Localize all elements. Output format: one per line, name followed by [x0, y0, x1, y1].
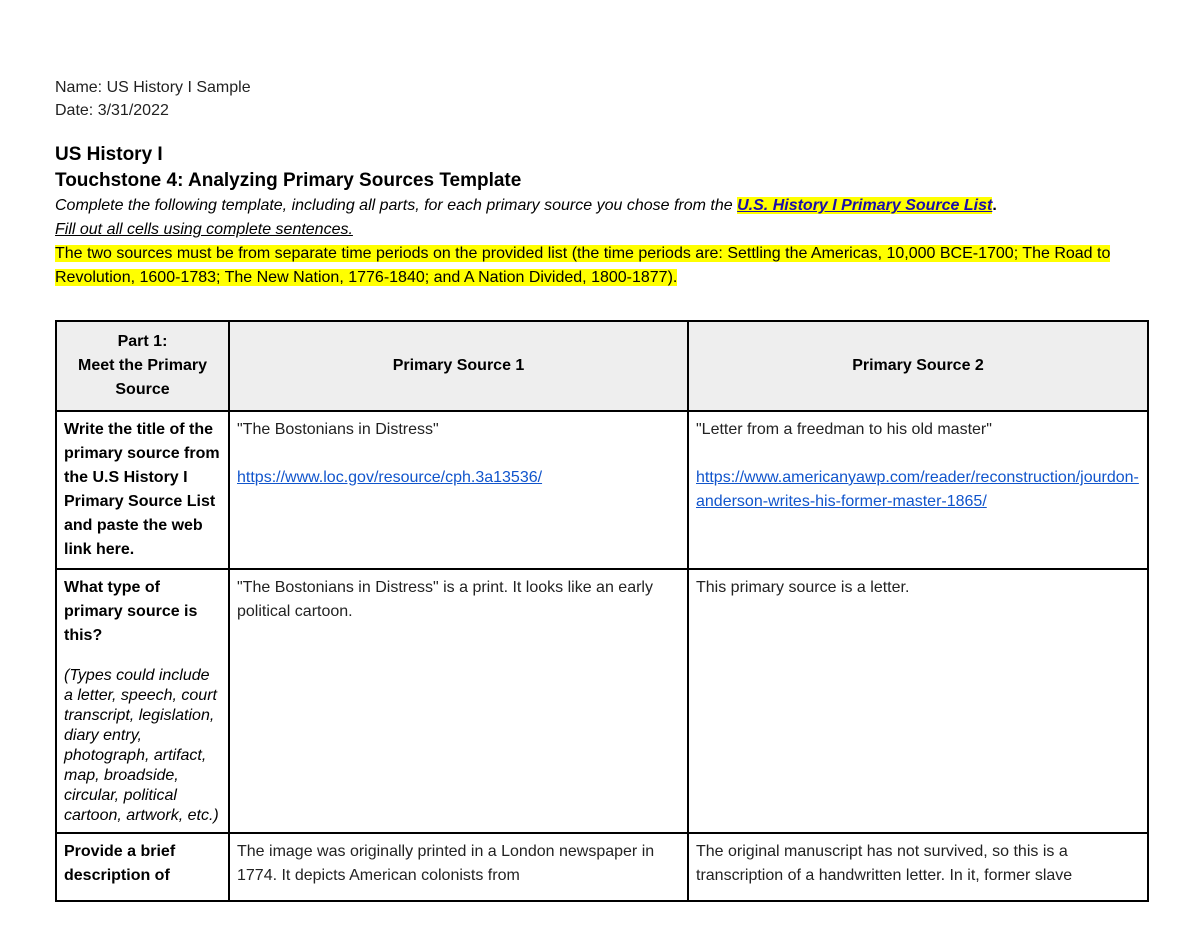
- header-part-1: [56, 321, 229, 411]
- source-2-type: This primary source is a letter.: [696, 579, 910, 596]
- header-primary-source-2: Primary Source 2: [688, 321, 1148, 411]
- source-2-title-cell[interactable]: [688, 411, 1148, 569]
- row-label-text: Provide a brief description of: [64, 843, 176, 884]
- table-row: [56, 569, 1148, 833]
- table-row: [56, 411, 1148, 569]
- document-page: [55, 76, 1147, 290]
- source-2-description: The original manuscript has not survived, so this is a transcription of a handwritten letter. In it, former slave: [696, 843, 1073, 884]
- primary-source-table: [55, 320, 1149, 902]
- row-label-title-link: [56, 411, 229, 569]
- complete-sentences-note: Fill out all cells using complete sentences.: [55, 221, 353, 238]
- table-row: [56, 833, 1148, 901]
- source-1-title: "The Bostonians in Distress": [237, 421, 439, 438]
- assignment-title: Touchstone 4: Analyzing Primary Sources Template: [55, 170, 522, 191]
- time-period-note: [55, 242, 1147, 290]
- source-1-type: "The Bostonians in Distress" is a print. It looks like an early political cartoon.: [237, 579, 653, 620]
- instructions-line-2: [55, 218, 1147, 242]
- table-header-row: [56, 321, 1148, 411]
- source-2-description-cell[interactable]: [688, 833, 1148, 901]
- header-primary-source-1: Primary Source 1: [229, 321, 688, 411]
- instructions-line-1: [55, 194, 1147, 218]
- instructions-suffix: .: [992, 197, 997, 214]
- source-2-link[interactable]: https://www.americanyawp.com/reader/reconstruction/jourdon-anderson-writes-his-former-master-1865/: [696, 469, 1139, 510]
- row-label-source-type: [56, 569, 229, 833]
- instructions-prefix: Complete the following template, including all parts, for each primary source you chose from the: [55, 197, 733, 214]
- row-label-note: (Types could include a letter, speech, court transcript, legislation, diary entry, photograph, artifact, map, broadside, circular, political cartoon, artwork, etc.): [64, 667, 219, 824]
- source-1-title-cell[interactable]: [229, 411, 688, 569]
- course-title: US History I: [55, 144, 163, 165]
- source-2-title: "Letter from a freedman to his old master": [696, 421, 992, 438]
- date-line: Date: 3/31/2022: [55, 102, 169, 119]
- primary-source-list-link[interactable]: U.S. History I Primary Source List: [737, 197, 993, 214]
- header-part-1-text: Part 1: Meet the Primary Source: [78, 333, 207, 398]
- source-1-description-cell[interactable]: [229, 833, 688, 901]
- source-2-type-cell[interactable]: [688, 569, 1148, 833]
- name-line: Name: US History I Sample: [55, 79, 251, 96]
- source-1-type-cell[interactable]: [229, 569, 688, 833]
- time-period-highlight: The two sources must be from separate time periods on the provided list (the time periods are: Settling the Americas, 10,000 BCE-1700; The Road to Revolution, 1600-1783; The New Nation, 1776-1840; and A Nation Divided, 1800-1877).: [55, 245, 1111, 286]
- row-label-description: [56, 833, 229, 901]
- source-1-link[interactable]: https://www.loc.gov/resource/cph.3a13536/: [237, 469, 543, 486]
- row-label-text: What type of primary source is this?: [64, 579, 198, 644]
- row-label-text: Write the title of the primary source from the U.S History I Primary Source List and paste the web link here.: [64, 421, 220, 558]
- source-1-description: The image was originally printed in a London newspaper in 1774. It depicts American colonists from: [237, 843, 655, 884]
